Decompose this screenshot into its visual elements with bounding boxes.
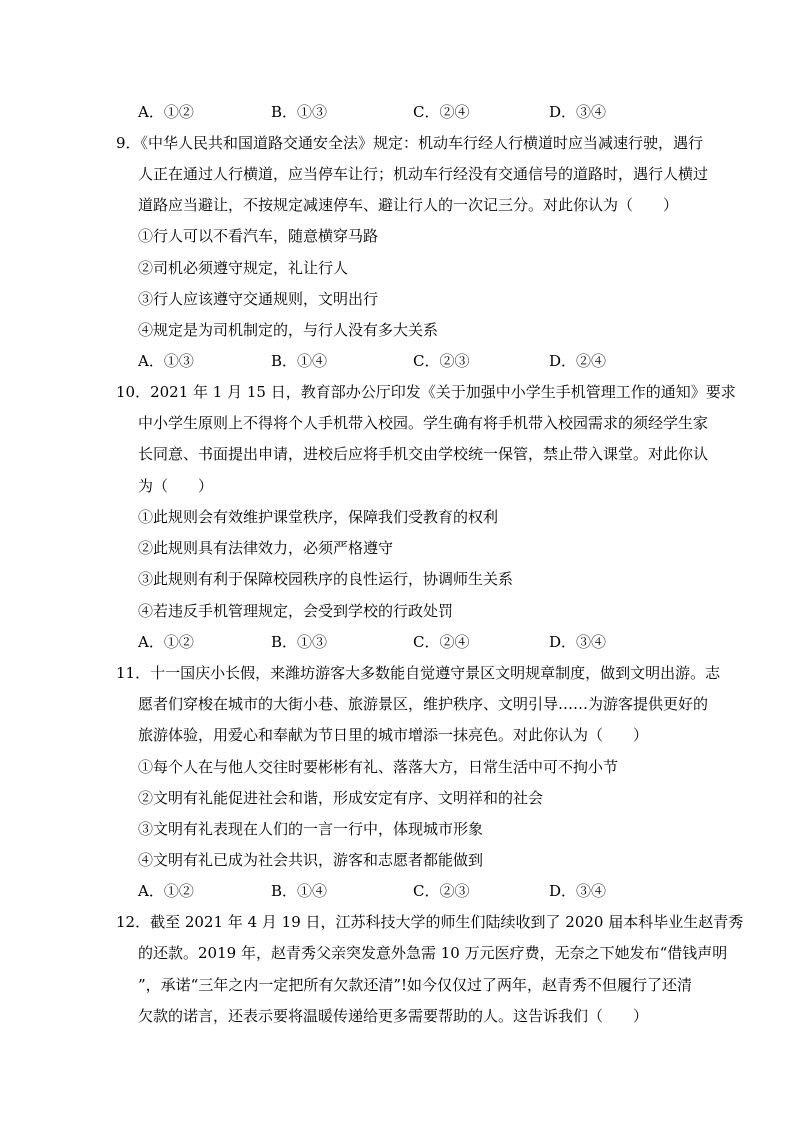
q11-item-3: ③文明有礼表现在人们的一言一行中，体现城市形象 [138,820,484,838]
q9-stem-line-1: 9．《中华人民共和国道路交通安全法》规定：机动车行经人行横道时应当减速行驶，遇行 [116,134,704,152]
q10-stem-line-3: 长同意、书面提出申请，进校后应将手机交由学校统一保管，禁止带入课堂。对此你认 [138,445,709,463]
q10-option-c[interactable]: C．②④ [413,633,470,651]
q11-item-4: ④文明有礼已成为社会共识，游客和志愿者都能做到 [138,851,484,869]
q8-option-a[interactable]: A．①② [138,103,194,121]
q9-stem-line-3: 道路应当避让，不按规定减速停车、避让行人的一次记三分。对此你认为（ ） [138,196,679,214]
q10-option-a[interactable]: A．①② [138,633,194,651]
q11-stem-line-2: 愿者们穿梭在城市的大街小巷、旅游景区，维护秩序、文明引导……为游客提供更好的 [138,695,709,713]
q10-stem-line-2: 中小学生原则上不得将个人手机带入校园。学生确有将手机带入校园需求的须经学生家 [138,414,709,432]
q12-stem-line-4: 欠款的诺言，还表示要将温暖传递给更多需要帮助的人。这告诉我们（ ） [138,1007,649,1025]
q9-option-d[interactable]: D．②④ [549,352,607,370]
q10-option-d[interactable]: D．③④ [549,633,607,651]
q8-option-d[interactable]: D．③④ [549,103,607,121]
q12-stem-line-1: 12．截至 2021 年 4 月 19 日，江苏科技大学的师生们陆续收到了 2020 届本科毕业生赵青秀 [116,913,744,931]
q10-stem-line-4: 为（ ） [138,477,214,495]
q11-option-d[interactable]: D．③④ [549,882,607,900]
q10-item-1: ①此规则会有效维护课堂秩序，保障我们受教育的权利 [138,508,499,526]
q11-item-1: ①每个人在与他人交往时要彬彬有礼、落落大方，日常生活中可不拘小节 [138,758,619,776]
q9-option-b[interactable]: B．①④ [271,352,328,370]
q11-option-a[interactable]: A．①② [138,882,194,900]
q9-option-a[interactable]: A．①③ [138,352,194,370]
q8-options [138,102,658,122]
q12-stem-line-3: ”，承诺“三年之内一定把所有欠款还清”!如今仅仅过了两年，赵青秀不但履行了还清 [138,976,693,994]
q10-item-3: ③此规则有利于保障校园秩序的良性运行，协调师生关系 [138,570,514,588]
q11-option-c[interactable]: C．②③ [413,882,470,900]
q10-stem-line-1: 10．2021 年 1 月 15 日，教育部办公厅印发《关于加强中小学生手机管理工作的通知》要求 [116,383,736,401]
q8-option-c[interactable]: C．②④ [413,103,470,121]
q12-stem-line-2: 的还款。2019 年，赵青秀父亲突发意外急需 10 万元医疗费，无奈之下她发布“借钱声明 [138,944,728,962]
q9-item-2: ②司机必须遵守规定，礼让行人 [138,259,349,277]
q9-stem-line-2: 人正在通过人行横道，应当停车让行；机动车行经没有交通信号的道路时，遇行人横过 [138,165,709,183]
q11-options [138,881,658,901]
q11-stem-line-1: 11．十一国庆小长假，来潍坊游客大多数能自觉遵守景区文明规章制度，做到文明出游。志 [116,664,721,682]
q9-item-3: ③行人应该遵守交通规则，文明出行 [138,290,379,308]
q9-item-4: ④规定是为司机制定的，与行人没有多大关系 [138,321,439,339]
q11-item-2: ②文明有礼能促进社会和谐，形成安定有序、文明祥和的社会 [138,789,544,807]
q10-item-4: ④若违反手机管理规定，会受到学校的行政处罚 [138,602,454,620]
q10-item-2: ②此规则具有法律效力，必须严格遵守 [138,539,394,557]
q8-option-b[interactable]: B．①③ [271,103,328,121]
q10-option-b[interactable]: B．①③ [271,633,328,651]
q9-option-c[interactable]: C．②③ [413,352,470,370]
q9-item-1: ①行人可以不看汽车，随意横穿马路 [138,227,379,245]
q11-stem-line-3: 旅游体验，用爱心和奉献为节日里的城市增添一抹亮色。对此你认为（ ） [138,726,649,744]
q9-options [138,351,658,371]
q10-options [138,632,658,652]
q11-option-b[interactable]: B．①④ [271,882,328,900]
